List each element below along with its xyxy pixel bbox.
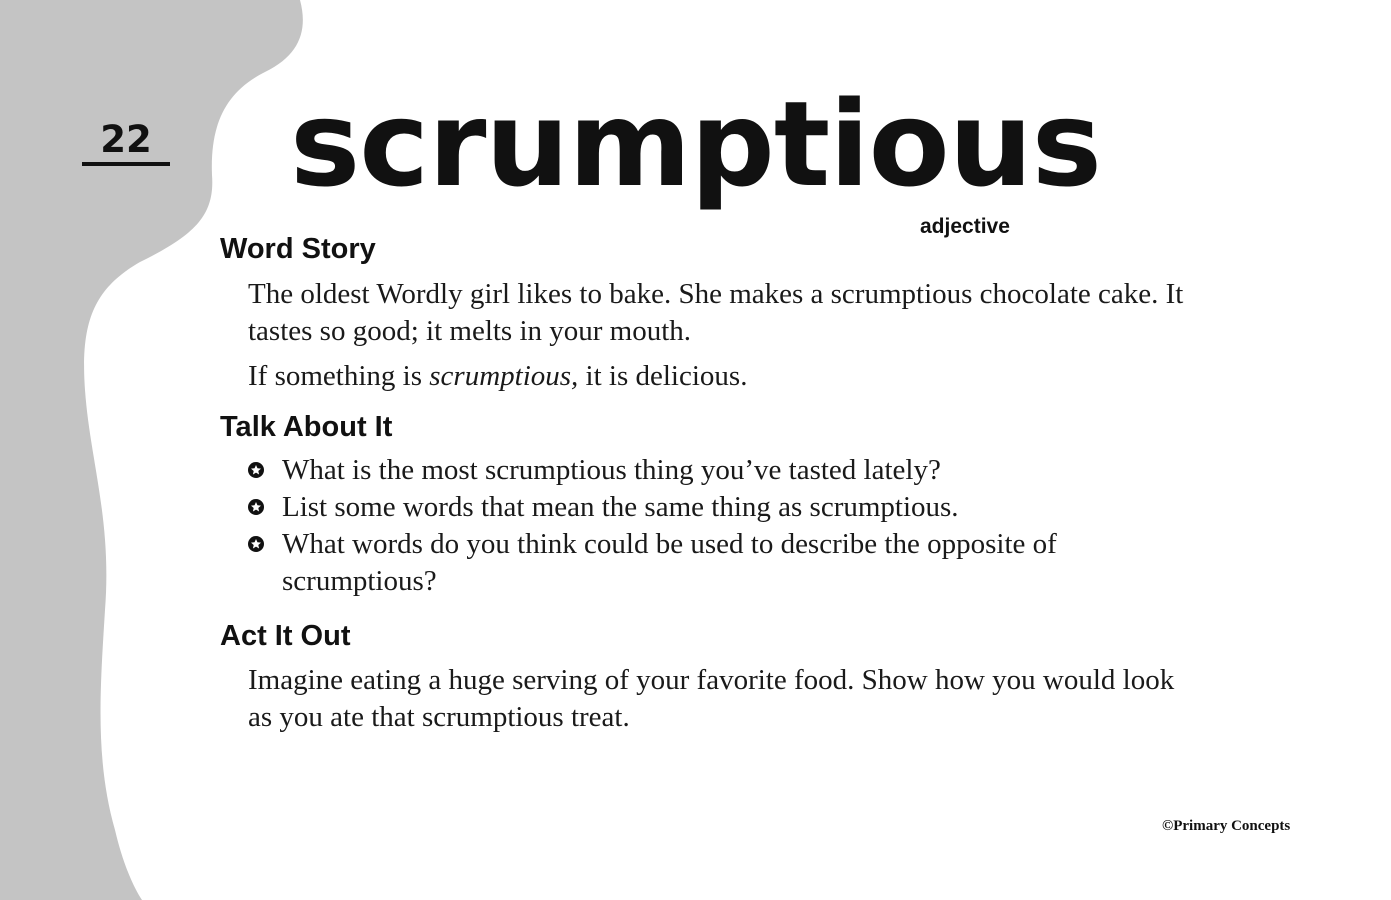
talk-about-it-list [248,452,1148,600]
vocabulary-word-title: scrumptious [290,75,1101,213]
act-it-out-heading: Act It Out [220,620,351,652]
word-story-definition [248,358,1248,395]
list-item-text: What words do you think could be used to describe the opposite of scrumptious? [282,528,1057,597]
word-story-heading: Word Story [220,233,376,265]
list-item [248,526,1112,600]
list-item [248,489,1148,526]
list-item [248,452,1148,489]
copyright-notice: ©Primary Concepts [1162,818,1291,834]
act-it-out-paragraph: Imagine eating a huge serving of your favorite food. Show how you would look as you ate that scrumptious treat. [248,664,1175,733]
page-number: 22 [82,118,170,166]
list-item-text: What is the most scrumptious thing you’ve tasted lately? [282,454,941,486]
definition-suffix: it is delicious. [578,360,748,392]
part-of-speech-label: adjective [920,215,1010,238]
definition-prefix: If something is [248,360,430,392]
list-item-text: List some words that mean the same thing as scrumptious. [282,491,959,523]
star-bullet-icon [248,536,264,552]
definition-word-italic: scrumptious, [429,360,579,392]
word-story-paragraph: The oldest Wordly girl likes to bake. She makes a scrumptious chocolate cake. It tastes so good; it melts in your mouth. [248,278,1184,347]
star-bullet-icon [248,499,264,515]
talk-about-it-heading: Talk About It [220,411,393,443]
star-bullet-icon [248,462,264,478]
